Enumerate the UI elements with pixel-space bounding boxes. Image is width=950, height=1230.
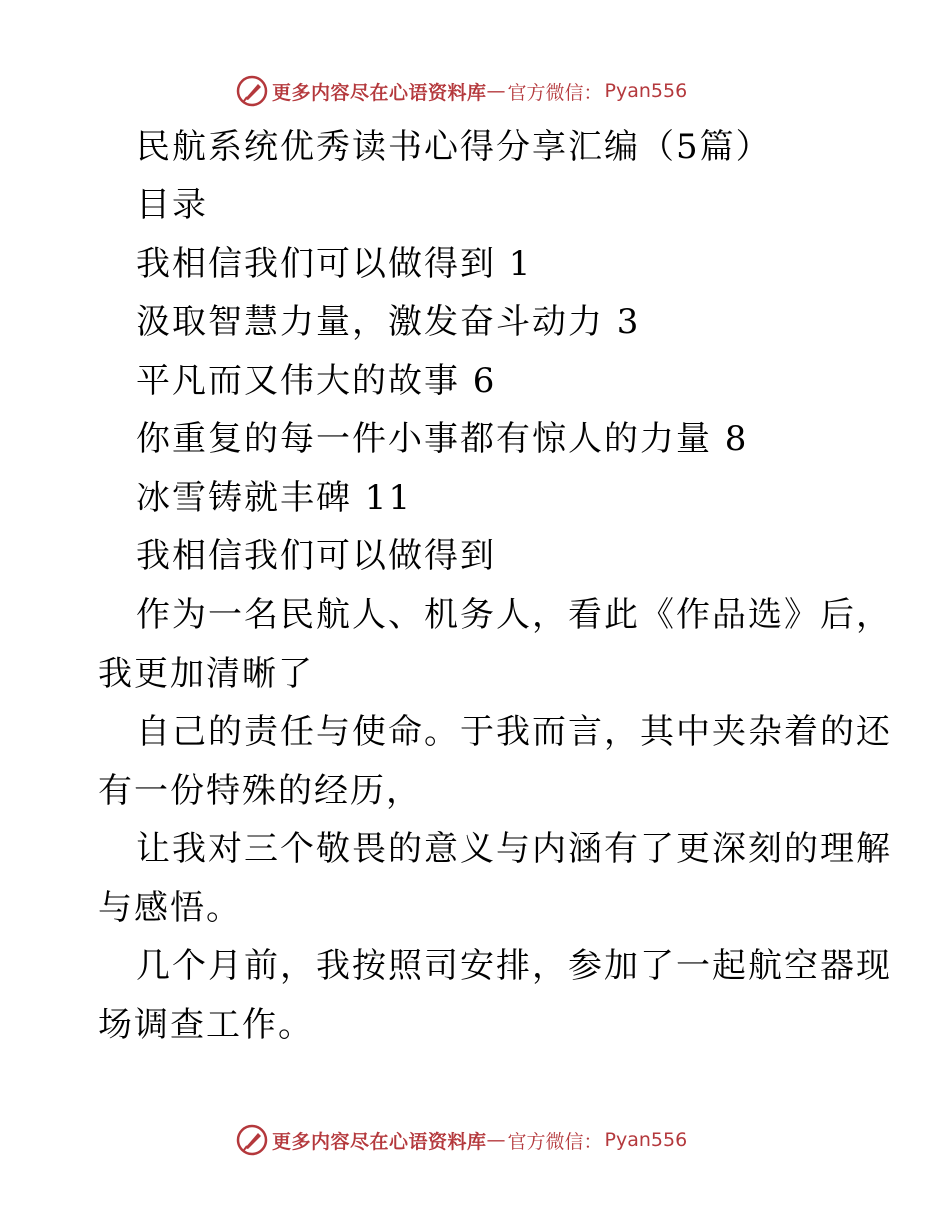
paragraph-line: 作为一名民航人、机务人，看此《作品选》后， <box>136 595 892 635</box>
toc-item: 冰雪铸就丰碑 11 <box>136 478 413 518</box>
paragraph-line: 与感悟。 <box>98 888 242 928</box>
quill-logo-icon <box>236 75 268 107</box>
watermark-label: 官方微信： <box>507 81 603 104</box>
paragraph-line: 场调查工作。 <box>98 1005 314 1045</box>
watermark-account: Pyan556 <box>604 1129 688 1151</box>
document-title: 民航系统优秀读书心得分享汇编（5篇） <box>136 127 772 167</box>
section-title: 我相信我们可以做得到 <box>136 536 496 576</box>
toc-item: 平凡而又伟大的故事 6 <box>136 361 497 401</box>
header-watermark <box>236 74 687 108</box>
footer-watermark <box>236 1123 687 1157</box>
watermark-dash: — <box>486 80 506 102</box>
paragraph-line: 让我对三个敬畏的意义与内涵有了更深刻的理解 <box>136 829 892 869</box>
watermark-site-text: 更多内容尽在心语资料库 <box>272 81 487 104</box>
toc-item: 我相信我们可以做得到 1 <box>136 244 533 284</box>
toc-item: 汲取智慧力量，激发奋斗动力 3 <box>136 302 641 342</box>
paragraph-line: 自己的责任与使命。于我而言，其中夹杂着的还 <box>136 712 892 752</box>
watermark-dash: — <box>486 1129 506 1151</box>
paragraph-line: 我更加清晰了 <box>98 654 314 694</box>
quill-logo-icon <box>236 1124 268 1156</box>
paragraph-line: 有一份特殊的经历， <box>98 771 422 811</box>
toc-item: 你重复的每一件小事都有惊人的力量 8 <box>136 419 749 459</box>
toc-heading: 目录 <box>136 185 208 225</box>
watermark-site-text: 更多内容尽在心语资料库 <box>272 1130 487 1153</box>
paragraph-line: 几个月前，我按照司安排，参加了一起航空器现 <box>136 946 892 986</box>
watermark-account: Pyan556 <box>604 80 688 102</box>
watermark-label: 官方微信： <box>507 1130 603 1153</box>
